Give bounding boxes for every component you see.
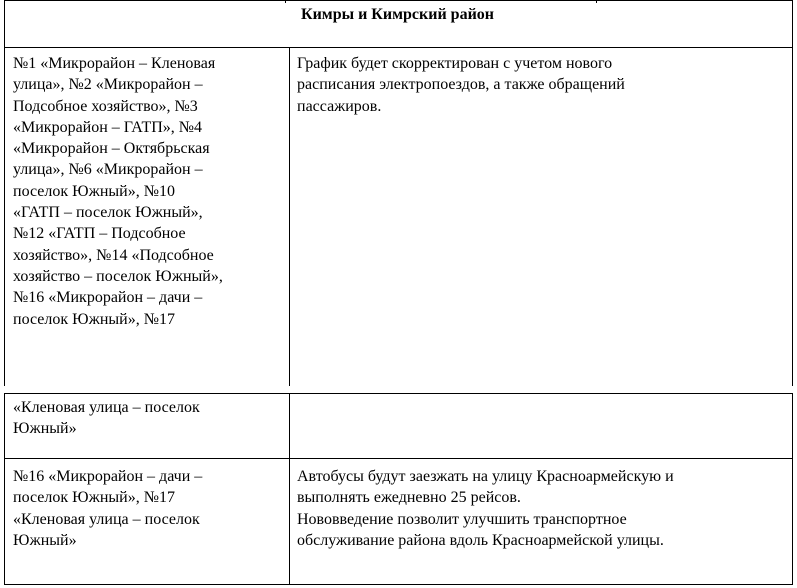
note-line: расписания электропоездов, а также обращений xyxy=(297,76,625,94)
table-left-border xyxy=(4,393,5,585)
section-title: Кимры и Кимрский район xyxy=(300,6,495,23)
note-line: пассажиров. xyxy=(297,97,382,115)
note-cell xyxy=(297,53,625,117)
table-top-edge xyxy=(4,0,792,1)
table-right-border xyxy=(792,393,793,585)
routes-line: Подсобное хозяйство», №3 xyxy=(13,97,198,115)
routes-line: «Кленовая улица – поселок xyxy=(13,399,200,416)
note-line: Нововведение позволит улучшить транспортное xyxy=(297,510,627,528)
routes-line: №16 «Микрорайон – дачи – xyxy=(13,468,203,485)
routes-line: №16 «Микрорайон – дачи – xyxy=(13,289,203,307)
routes-line: улица», №6 «Микрорайон – xyxy=(13,161,203,179)
routes-line: Южный» xyxy=(13,531,77,549)
routes-line: №12 «ГАТП – Подсобное xyxy=(13,225,186,243)
routes-line: «Микрорайон – ГАТП», №4 xyxy=(13,118,203,136)
note-cell xyxy=(297,466,674,551)
routes-cell xyxy=(13,466,202,551)
column-divider xyxy=(289,393,290,585)
routes-cell xyxy=(13,397,200,440)
routes-line: Южный» xyxy=(13,420,77,438)
routes-line: №1 «Микрорайон – Кленовая xyxy=(13,55,216,72)
routes-line: поселок Южный», №10 xyxy=(13,182,175,200)
note-line: выполнять ежедневно 25 рейсов. xyxy=(297,489,521,507)
routes-line: поселок Южный», №17 xyxy=(13,489,175,507)
continuation-top-border xyxy=(4,393,793,394)
column-divider-remnant xyxy=(285,0,286,3)
table-left-border xyxy=(4,47,5,386)
routes-line: «ГАТП – поселок Южный», xyxy=(13,204,203,222)
table-right-border xyxy=(792,47,793,386)
column-divider-remnant xyxy=(596,0,597,3)
header-bottom-border xyxy=(4,47,793,48)
routes-line: улица», №2 «Микрорайон – xyxy=(13,76,203,94)
note-line: Автобусы будут заезжать на улицу Красноармейскую и xyxy=(297,468,674,485)
table-bottom-border xyxy=(4,584,793,585)
header-right-border xyxy=(792,0,793,47)
column-divider xyxy=(289,47,290,386)
routes-cell xyxy=(13,53,223,330)
routes-line: поселок Южный», №17 xyxy=(13,310,175,328)
routes-line: «Кленовая улица – поселок xyxy=(13,510,200,528)
routes-line: «Микрорайон – Октябрьская xyxy=(13,140,210,158)
note-line: График будет скорректирован с учетом нового xyxy=(297,55,613,72)
routes-line: хозяйство – поселок Южный», xyxy=(13,267,223,285)
row-divider xyxy=(4,458,793,459)
routes-line: хозяйство», №14 «Подсобное xyxy=(13,246,214,264)
note-line: обслуживание района вдоль Красноармейской улицы. xyxy=(297,531,664,549)
